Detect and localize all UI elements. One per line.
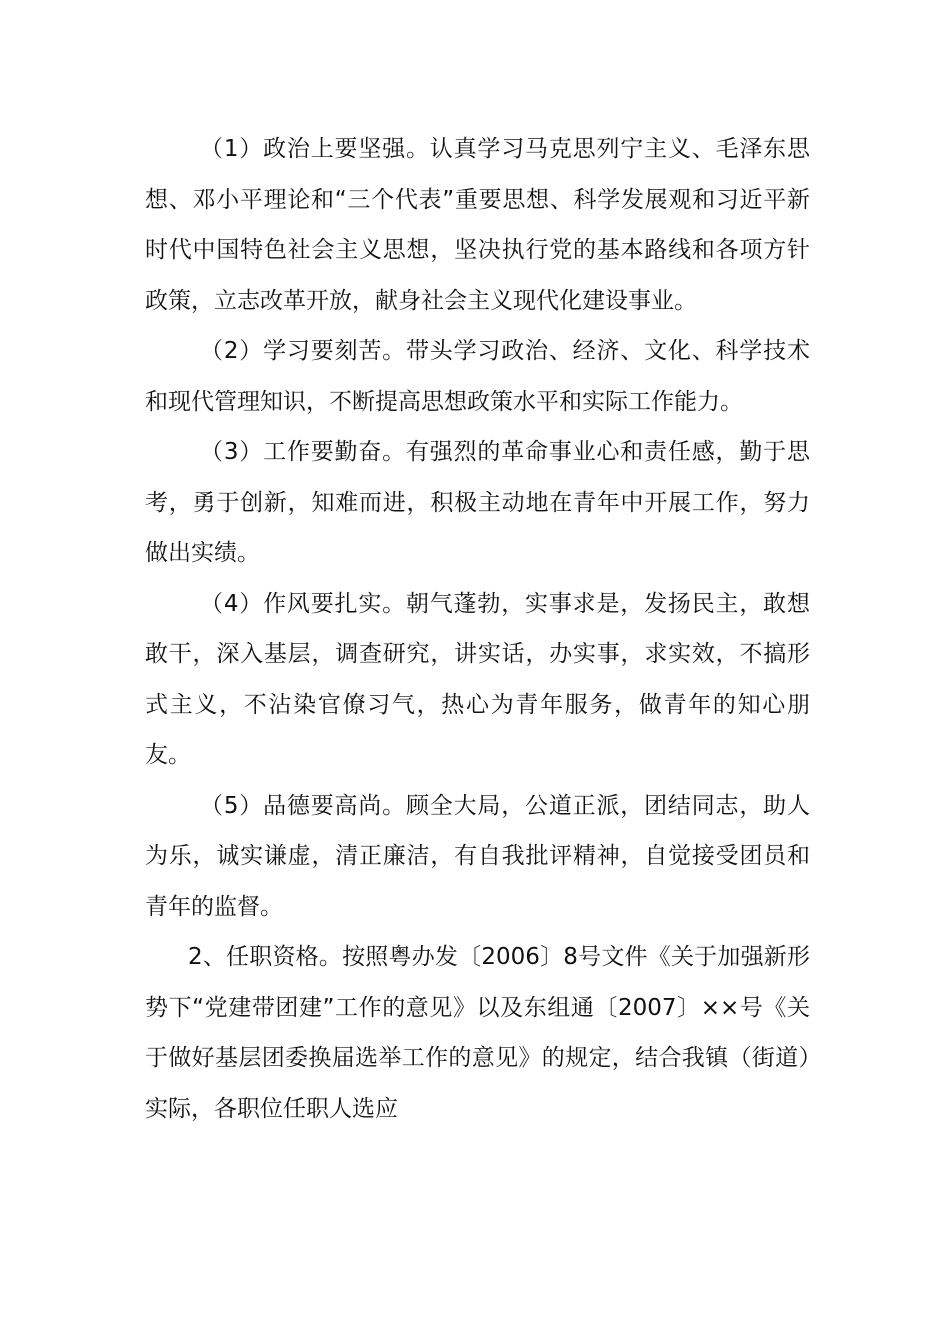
paragraph-qualifications: 2、任职资格。按照粤办发〔2006〕8号文件《关于加强新形势下“党建带团建”工作的意见》以及东组通〔2007〕××号《关于做好基层团委换届选举工作的意见》的规定，结合我镇（街道）实际，各职位任职人选应 bbox=[145, 944, 810, 1122]
paragraph-style: （4）作风要扎实。朝气蓬勃，实事求是，发扬民主，敢想敢干，深入基层，调查研究，讲实话，办实事，求实效，不搞形式主义，不沾染官僚习气，热心为青年服务，做青年的知心朋友。 bbox=[145, 590, 810, 768]
paragraph-study: （2）学习要刻苦。带头学习政治、经济、文化、科学技术和现代管理知识，不断提高思想政策水平和实际工作能力。 bbox=[145, 338, 810, 415]
paragraph-political: （1）政治上要坚强。认真学习马克思列宁主义、毛泽东思想、邓小平理论和“三个代表”重要思想、科学发展观和习近平新时代中国特色社会主义思想，坚决执行党的基本路线和各项方针政策，立志改革开放，献身社会主义现代化建设事业。 bbox=[145, 136, 810, 314]
document-body bbox=[145, 124, 810, 1134]
paragraph-morality: （5）品德要高尚。顾全大局，公道正派，团结同志，助人为乐，诚实谦虚，清正廉洁，有自我批评精神，自觉接受团员和青年的监督。 bbox=[145, 792, 810, 920]
paragraph-work: （3）工作要勤奋。有强烈的革命事业心和责任感，勤于思考，勇于创新，知难而进，积极主动地在青年中开展工作，努力做出实绩。 bbox=[145, 439, 810, 566]
